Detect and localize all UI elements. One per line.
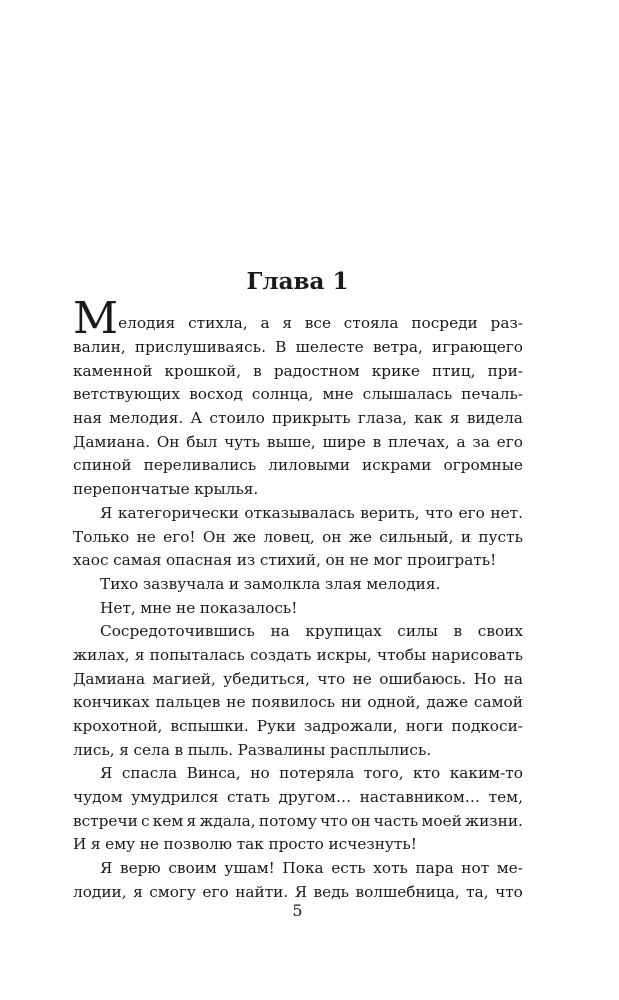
text-line: Дамиана. Он был чуть выше, шире в плечах, а за его	[73, 432, 523, 451]
text-line: хаос самая опасная из стихий, он не мог проиграть!	[73, 551, 497, 570]
text-line: спиной переливались лиловыми искрами огромные	[73, 456, 523, 475]
chapter-title: Глава 1	[246, 268, 349, 295]
text-line: Мелодия стихла, а я все стояла посреди раз-	[73, 293, 523, 345]
text-line: Сосредоточившись на крупицах силы в своих	[100, 622, 523, 641]
page-number: 5	[292, 901, 303, 920]
text-line: Только не его! Он же ловец, он же сильный, и пусть	[73, 527, 523, 546]
text-line: ветствующих восход солнца, мне слышалась печаль-	[73, 385, 523, 404]
text-line: перепончатые крылья.	[73, 480, 259, 499]
text-line: лодии, я смогу его найти. Я ведь волшебница, та, что	[73, 882, 523, 901]
text-line: И я ему не позволю так просто исчезнуть!	[73, 835, 417, 854]
text-line: лись, я села в пыль. Развалины расплылись.	[73, 740, 432, 759]
text-line: Я категорически отказывалась верить, что его нет.	[100, 503, 523, 522]
text-line: Я верю своим ушам! Пока есть хоть пара нот ме-	[100, 859, 523, 878]
text-line: валин, прислушиваясь. В шелесте ветра, играющего	[73, 338, 523, 356]
text-line: кончиках пальцев не появилось ни одной, даже самой	[73, 693, 523, 712]
text-line: ная мелодия. А стоило прикрыть глаза, как я видела	[73, 409, 523, 428]
text-line: чудом умудрился стать другом… наставником… тем,	[73, 788, 523, 807]
text-line: Тихо зазвучала и замолкла злая мелодия.	[100, 574, 441, 593]
text-line: крохотной, вспышки. Руки задрожали, ноги подкоси-	[73, 717, 523, 735]
body-text	[73, 293, 523, 905]
drop-cap: М	[73, 293, 119, 345]
text-line: Нет, мне не показалось!	[100, 598, 298, 617]
text-line: Дамиана магией, убедиться, что не ошибаюсь. Но на	[73, 669, 523, 688]
text-line: встречи с кем я ждала, потому что он часть моей жизни.	[73, 811, 523, 830]
text-line: жилах, я попыталась создать искры, чтобы нарисовать	[73, 645, 523, 664]
text-line: Я спасла Винса, но потеряла того, кто каким-то	[100, 764, 523, 783]
text-line: каменной крошкой, в радостном крике птиц, при-	[73, 361, 523, 380]
